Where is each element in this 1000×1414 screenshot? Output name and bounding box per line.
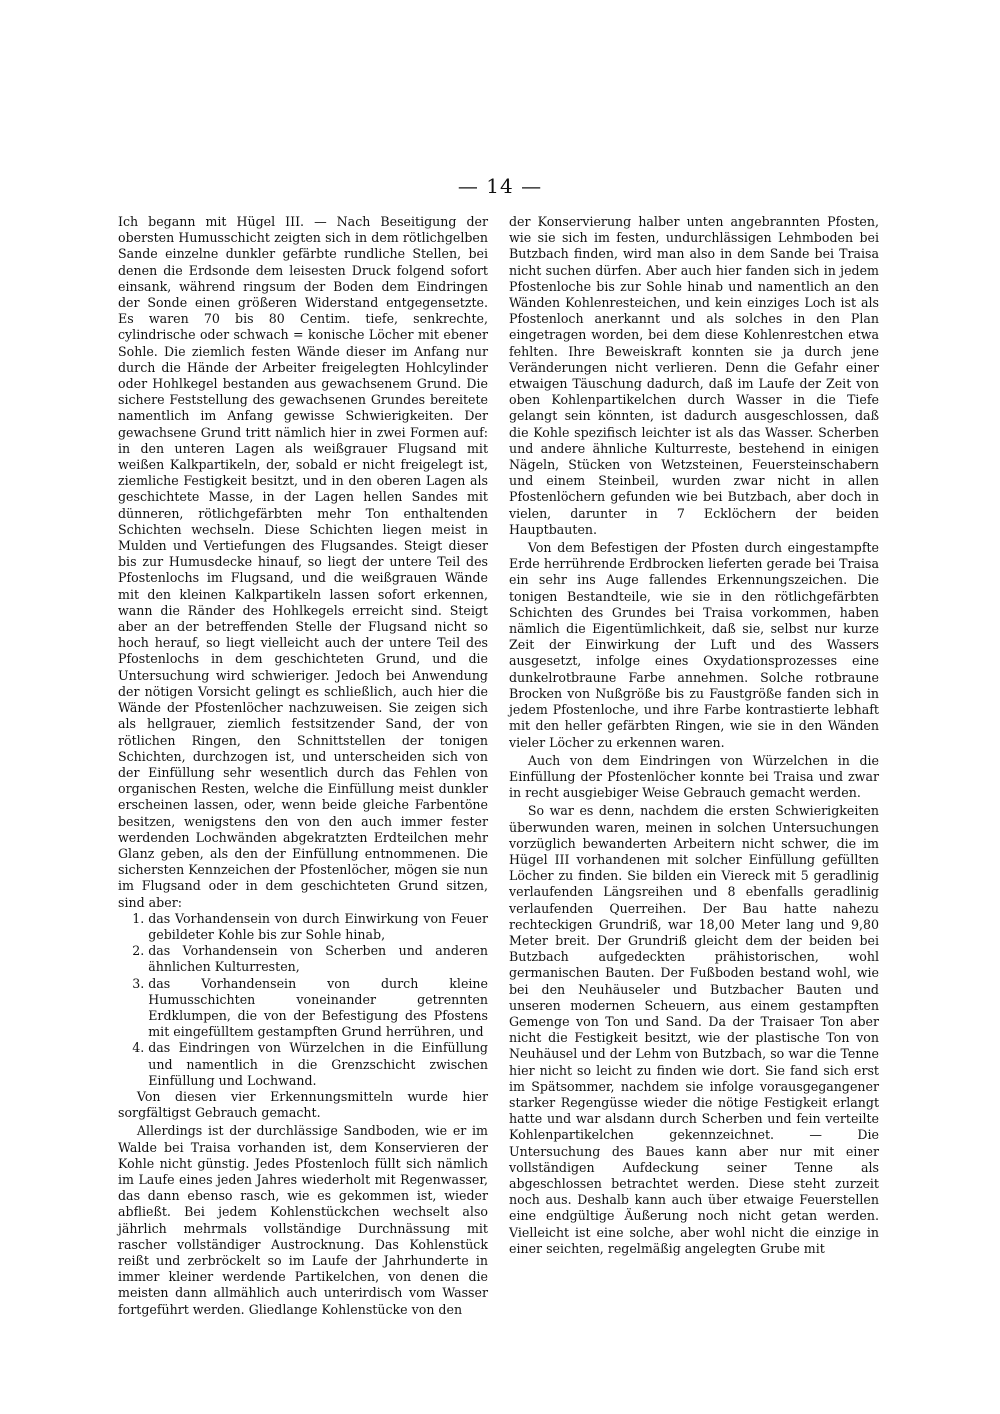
paragraph: Allerdings ist der durchlässige Sandboden, wie er im Walde bei Traisa vorhanden ist, dem Konservieren der Kohle nicht günstig. Jedes Pfostenloch füllt sich nämlich im Laufe eines jeden Jahres wiederholt mit Regenwasser, das dann ebenso rasch, wie es gekommen ist, wieder abfließt. Bei jedem Kohlenstückchen wechselt also jährlich mehrmals vollständige Durchnässung mit rascher vollständiger Austrocknung. Das Kohlenstück reißt und zerbröckelt so im Laufe der Jahrhunderte in immer kleiner werdende Partikelchen, von denen die meisten dann allmählich auch unterirdisch vom Wasser fortgeführt werden. Gliedlange Kohlenstücke von den bbox=[118, 1123, 488, 1317]
list-item: 1. das Vorhandensein von durch Einwirkung von Feuer gebildeter Kohle bis zur Sohle hinab, bbox=[148, 911, 488, 943]
list-item: 2. das Vorhandensein von Scherben und anderen ähnlichen Kulturresten, bbox=[148, 943, 488, 975]
page-number: — 14 — bbox=[457, 174, 543, 198]
right-column bbox=[509, 214, 879, 1257]
criteria-list bbox=[118, 911, 488, 1089]
paragraph: So war es denn, nachdem die ersten Schwierigkeiten überwunden waren, meinen in solchen Untersuchungen vorzüglich bewanderten Arbeitern nicht schwer, die im Hügel III vorhandenen mit solcher Einfüllung gefüllten Löcher zu finden. Sie bilden ein Viereck mit 5 geradlinig verlaufenden Längsreihen und 8 ebenfalls geradlinig verlaufenden Querreihen. Der Bau hatte nahezu rechteckigen Grundriß, war 18,00 Meter lang und 9,80 Meter breit. Der Grundriß gleicht dem der beiden bei Butzbach aufgedeckten prähistorischen, wohl germanischen Bauten. Der Fußboden bestand wohl, wie bei den Neuhäuseler und Butzbacher Bauten und unseren modernen Scheuern, aus einem gestampften Gemenge von Ton und Sand. Da der Traisaer Ton aber nicht die Festigkeit besitzt, wie der plastische Ton von Neuhäusel und der Lehm von Butzbach, so war die Tenne hier nicht so leicht zu finden wie dort. Sie fand sich erst im Spätsommer, nachdem sie infolge vorausgegangener starker Regengüsse wieder die nötige Festigkeit erlangt hatte und war alsdann durch Scherben und fein verteilte Kohlenpartikelchen gekennzeichnet. — Die Untersuchung des Baues kann aber nur mit einer vollständigen Aufdeckung seiner Tenne als abgeschlossen betrachtet werden. Diese steht zurzeit noch aus. Deshalb kann auch über etwaige Feuerstellen eine endgültige Äußerung noch nicht getan werden. Vielleicht ist eine solche, aber wohl nicht die einzige in einer seichten, regelmäßig angelegten Grube mit bbox=[509, 803, 879, 1256]
list-item: 3. das Vorhandensein von durch kleine Humusschichten voneinander getrennten Erdklumpen, die von der Befestigung des Pfostens mit eingefülltem gestampften Grund herrühren, und bbox=[148, 976, 488, 1041]
paragraph: Von diesen vier Erkennungsmitteln wurde hier sorgfältigst Gebrauch gemacht. bbox=[118, 1088, 488, 1121]
paragraph: der Konservierung halber unten angebrannten Pfosten, wie sie sich im festen, undurchlässigen Lehmboden bei Butzbach finden, wird man also in dem Sande bei Traisa nicht suchen dürfen. Aber auch hier fanden sich in jedem Pfostenloche bis zur Sohle hinab und namentlich an den Wänden Kohlenresteichen, und kein einziges Loch ist als Pfostenloch anerkannt und als solches in den Plan eingetragen worden, bei dem diese Kohlenrestchen etwa fehlten. Ihre Beweiskraft konnten sie ja durch jene Veränderungen nicht verlieren. Denn die Gefahr einer etwaigen Täuschung dadurch, daß im Laufe der Zeit von oben Kohlenpartikelchen durch Wasser in die Tiefe gelangt sein könnten, ist dadurch ausgeschlossen, daß die Kohle spezifisch leichter ist als das Wasser. Scherben und andere ähnliche Kulturreste, bestehend in einigen Nägeln, Stücken von Wetzsteinen, Feuersteinschabern und einem Steinbeil, wurden zwar nicht in allen Pfostenlöchern gefunden wie bei Butzbach, aber doch in vielen, darunter in 7 Ecklöchern der beiden Hauptbauten. bbox=[509, 214, 879, 537]
left-column bbox=[118, 214, 488, 1318]
list-item: 4. das Eindringen von Würzelchen in die Einfüllung und namentlich in die Grenzschicht zwischen Einfüllung und Lochwand. bbox=[148, 1040, 488, 1089]
paragraph: Auch von dem Eindringen von Würzelchen in die Einfüllung der Pfostenlöcher konnte bei Traisa und zwar in recht ausgiebiger Weise Gebrauch gemacht werden. bbox=[509, 752, 879, 801]
paragraph: Von dem Befestigen der Pfosten durch eingestampfte Erde herrührende Erdbrocken lieferten gerade bei Traisa ein sehr ins Auge fallendes Erkennungszeichen. Die tonigen Bestandteile, wie sie in den rötlichgefärbten Schichten des Grundes bei Traisa vorkommen, haben nämlich die Eigentümlichkeit, daß sie, selbst nur kurze Zeit der Einwirkung der Luft und des Wassers ausgesetzt, infolge eines Oxydationsprozesses eine dunkelrotbraune Farbe annehmen. Solche rotbraune Brocken von Nußgröße bis zu Faustgröße fanden sich in jedem Pfostenloche, und ihre Farbe kontrastierte lebhaft mit den heller gefärbten Ringen, wie sie in den Wänden vieler Löcher zu erkennen waren. bbox=[509, 540, 879, 750]
paragraph: Ich begann mit Hügel III. — Nach Beseitigung der obersten Humusschicht zeigten sich in dem rötlichgelben Sande einzelne dunkler gefärbte rundliche Stellen, bei denen die Erdsonde dem leisesten Druck folgend sofort einsank, während ringsum der Boden dem Eindringen der Sonde einen größeren Widerstand entgegensetzte. Es waren 70 bis 80 Centim. tiefe, senkrechte, cylindrische oder schwach = konische Löcher mit ebener Sohle. Die ziemlich festen Wände dieser im Anfang nur durch die Hände der Arbeiter freigelegten Hohlcylinder oder Hohlkegel bestanden aus gewachsenem Grund. Die sichere Feststellung des gewachsenen Grundes bereitete namentlich im Anfang gewisse Schwierigkeiten. Der gewachsene Grund tritt nämlich hier in zwei Formen auf: in den unteren Lagen als weißgrauer Flugsand mit weißen Kalkpartikeln, der, sobald er nicht freigelegt ist, ziemliche Festigkeit besitzt, und in den oberen Lagen als geschichtete Masse, in der Lagen hellen Sandes mit dünneren, rötlichgefärbten mehr Ton enthaltenden Schichten wechseln. Diese Schichten liegen meist in Mulden und Vertiefungen des Flugsandes. Steigt dieser bis zur Humusdecke hinauf, so liegt der untere Teil des Pfostenlochs im Flugsand, und die weißgrauen Wände mit den kleinen Kalkpartikeln lassen sofort erkennen, wann die Ränder des Hohlkegels erreicht sind. Steigt aber an der betreffenden Stelle der Flugsand nicht so hoch herauf, so liegt vielleicht auch der untere Teil des Pfostenlochs in dem geschichteten Grund, und die Untersuchung wird schwieriger. Jedoch bei Anwendung der nötigen Vorsicht gelingt es schließlich, auch hier die Wände der Pfostenlöcher nachzuweisen. Sie zeigen sich als hellgrauer, ziemlich festsitzender Sand, der von rötlichen Ringen, den Schnittstellen der tonigen Schichten, durchzogen ist, und unterscheiden sich von der Einfüllung sehr wesentlich durch das Fehlen von organischen Resten, welche die Einfüllung meist dunkler erscheinen lassen, oder, wenn beide gleiche Farbentöne besitzen, wenigstens den von den auch immer fester werdenden Lochwänden abgekratzten Erdteilchen mehr Glanz geben, als den der Einfüllung entnommenen. Die sichersten Kennzeichen der Pfostenlöcher, mögen sie nun im Flugsand oder in dem geschichteten Grund sitzen, sind aber: bbox=[118, 214, 488, 910]
